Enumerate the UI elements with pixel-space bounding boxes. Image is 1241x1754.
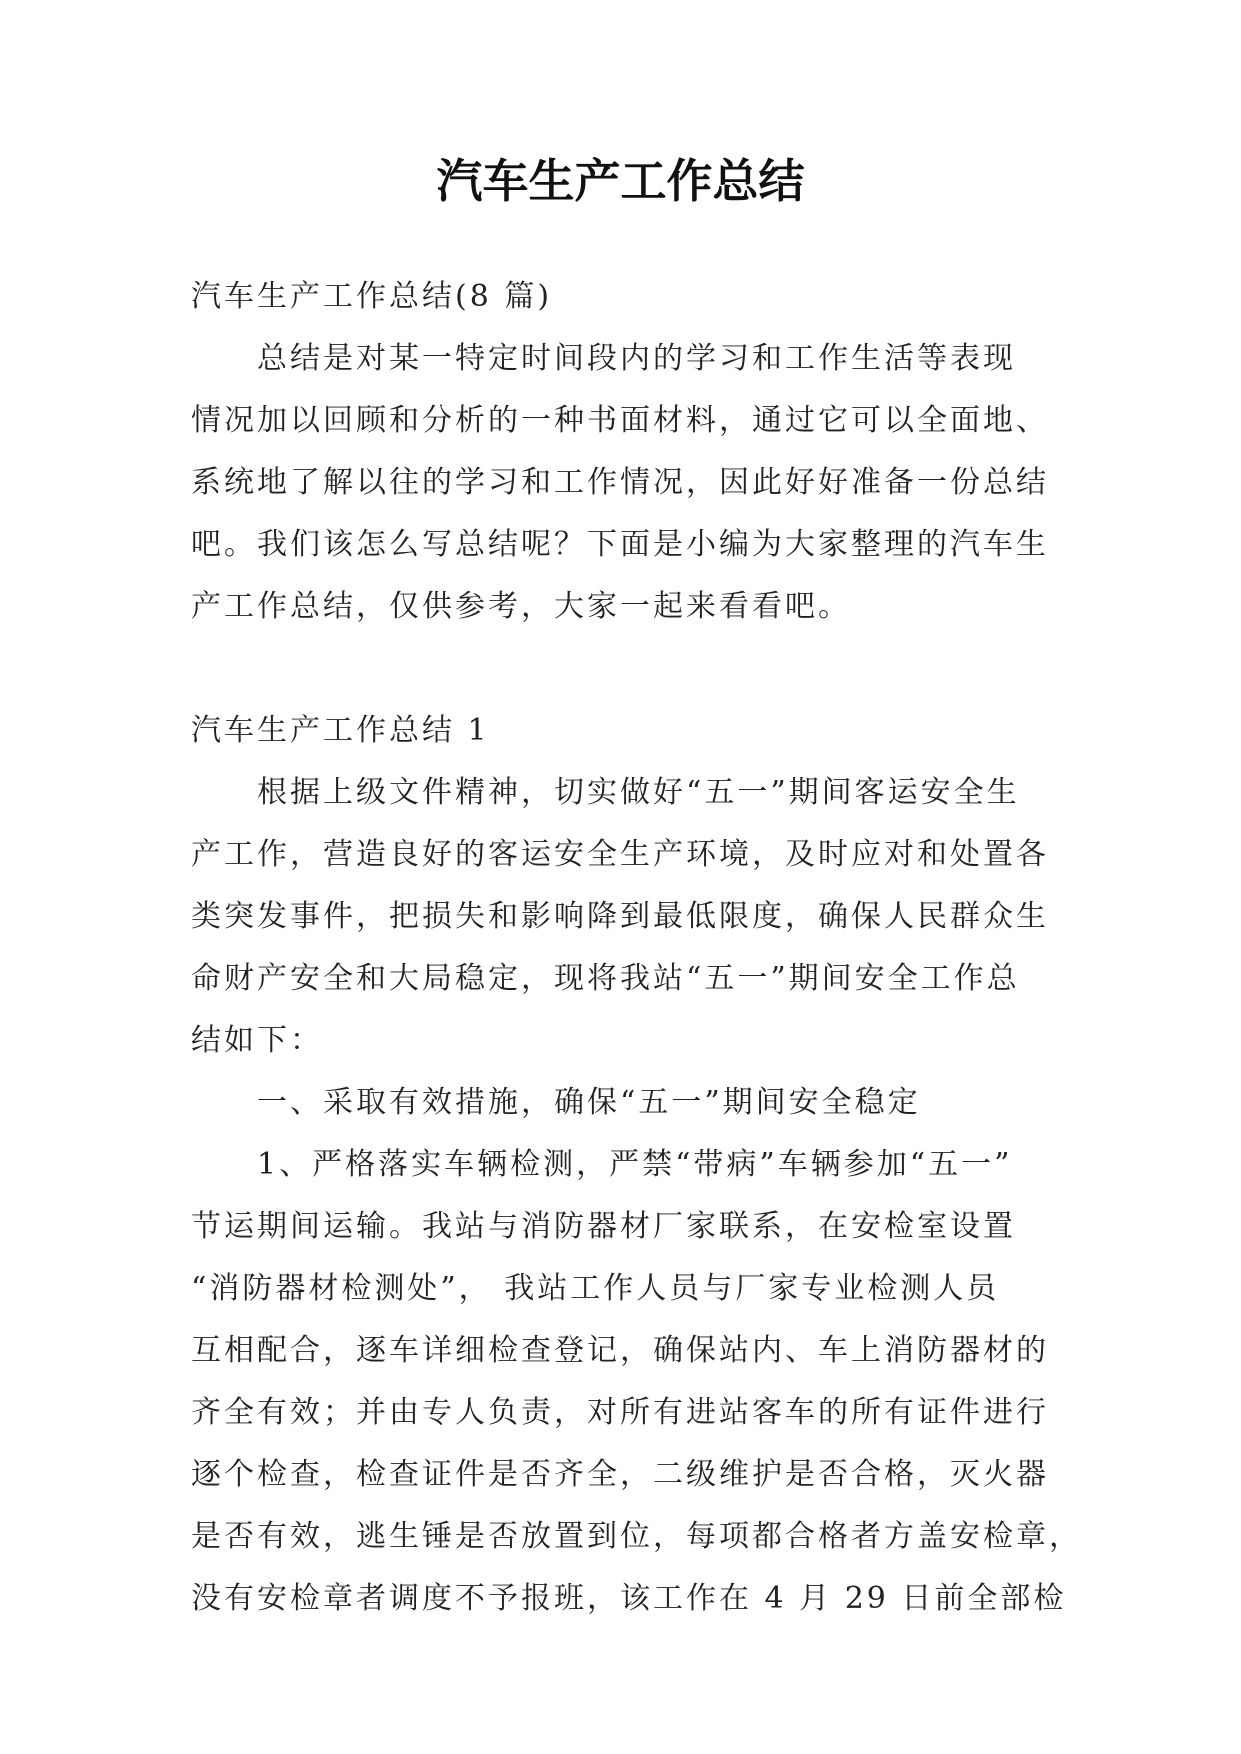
document-subtitle: 汽车生产工作总结(8 篇) xyxy=(191,279,553,314)
item-line: 逐个检查，检查证件是否齐全，二级维护是否合格，灭火器 xyxy=(191,1457,1049,1492)
intro-line: 情况加以回顾和分析的一种书面材料，通过它可以全面地、 xyxy=(191,403,1049,438)
item-line: “消防器材检测处”， 我站工作人员与厂家专业检测人员 xyxy=(191,1271,1000,1306)
intro-line: 总结是对某一特定时间段内的学习和工作生活等表现 xyxy=(257,341,1016,376)
intro-line: 产工作总结，仅供参考，大家一起来看看吧。 xyxy=(191,589,851,624)
item-line: 没有安检章者调度不予报班，该工作在 4 月 29 日前全部检 xyxy=(191,1581,1067,1616)
section-line: 产工作，营造良好的客运安全生产环境，及时应对和处置各 xyxy=(191,837,1049,872)
document-title: 汽车生产工作总结 xyxy=(436,154,805,208)
item-line: 互相配合，逐车详细检查登记，确保站内、车上消防器材的 xyxy=(191,1333,1049,1368)
intro-line: 吧。我们该怎么写总结呢？下面是小编为大家整理的汽车生 xyxy=(191,527,1049,562)
subheading: 一、采取有效措施，确保“五一”期间安全稳定 xyxy=(257,1085,921,1120)
document-body xyxy=(191,266,1082,1630)
section-line: 类突发事件，把损失和影响降到最低限度，确保人民群众生 xyxy=(191,899,1049,934)
section-line: 根据上级文件精神，切实做好“五一”期间客运安全生 xyxy=(257,775,1020,810)
section-heading: 汽车生产工作总结 1 xyxy=(191,713,490,748)
intro-line: 系统地了解以往的学习和工作情况，因此好好准备一份总结 xyxy=(191,465,1049,500)
section-line: 结如下： xyxy=(191,1023,323,1058)
item-line: 是否有效，逃生锤是否放置到位，每项都合格者方盖安检章， xyxy=(191,1519,1082,1554)
item-line: 1、严格落实车辆检测，严禁“带病”车辆参加“五一” xyxy=(257,1147,1013,1182)
paragraph-gap xyxy=(191,638,1071,700)
item-line: 齐全有效；并由专人负责，对所有进站客车的所有证件进行 xyxy=(191,1395,1049,1430)
item-line: 节运期间运输。我站与消防器材厂家联系，在安检室设置 xyxy=(191,1209,1016,1244)
section-line: 命财产安全和大局稳定，现将我站“五一”期间安全工作总 xyxy=(191,961,1020,996)
